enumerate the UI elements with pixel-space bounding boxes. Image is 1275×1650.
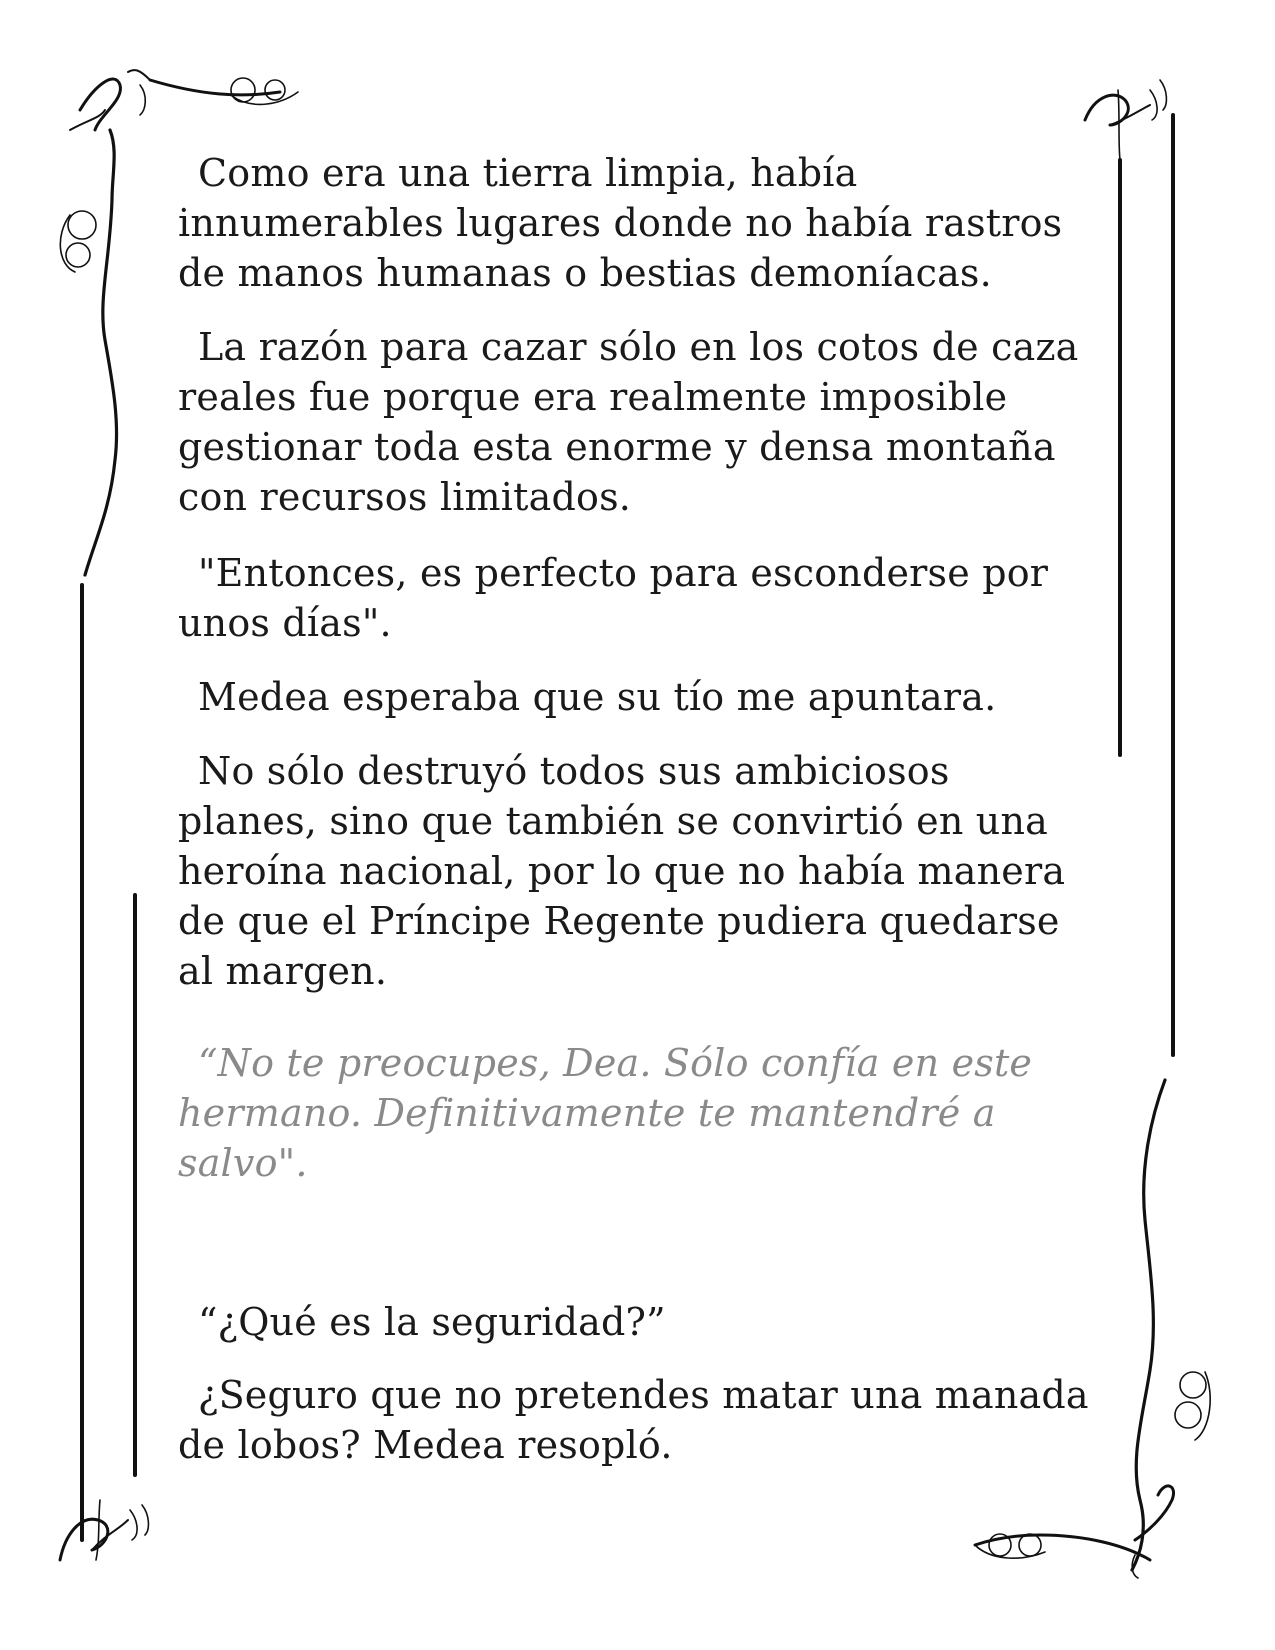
paragraph-1: Como era una tierra limpia, había innumerables lugares donde no había rastros de manos humanas o bestias demoníacas. xyxy=(178,151,1063,295)
paragraph-5: No sólo destruyó todos sus ambiciosos planes, sino que también se convirtió en una heroína nacional, por lo que no había manera de que el Príncipe Regente pudiera quedarse al margen. xyxy=(178,749,1066,993)
quote-paragraph: “No te preocupes, Dea. Sólo confía en este hermano. Definitivamente te mantendré a salvo". xyxy=(178,1041,1033,1185)
paragraph-4: Medea esperaba que su tío me apuntara. xyxy=(198,675,997,719)
paragraph-3: "Entonces, es perfecto para esconderse por unos días". xyxy=(178,551,1049,645)
closing-paragraph: ¿Seguro que no pretendes matar una manada de lobos? Medea resopló. xyxy=(178,1373,1089,1467)
question-paragraph: “¿Qué es la seguridad?” xyxy=(198,1300,666,1344)
bottom-left-flourish xyxy=(60,1500,148,1560)
paragraph-2: La razón para cazar sólo en los cotos de caza reales fue porque era realmente imposible gestionar toda esta enorme y densa montaña con recursos limitados. xyxy=(178,325,1079,519)
